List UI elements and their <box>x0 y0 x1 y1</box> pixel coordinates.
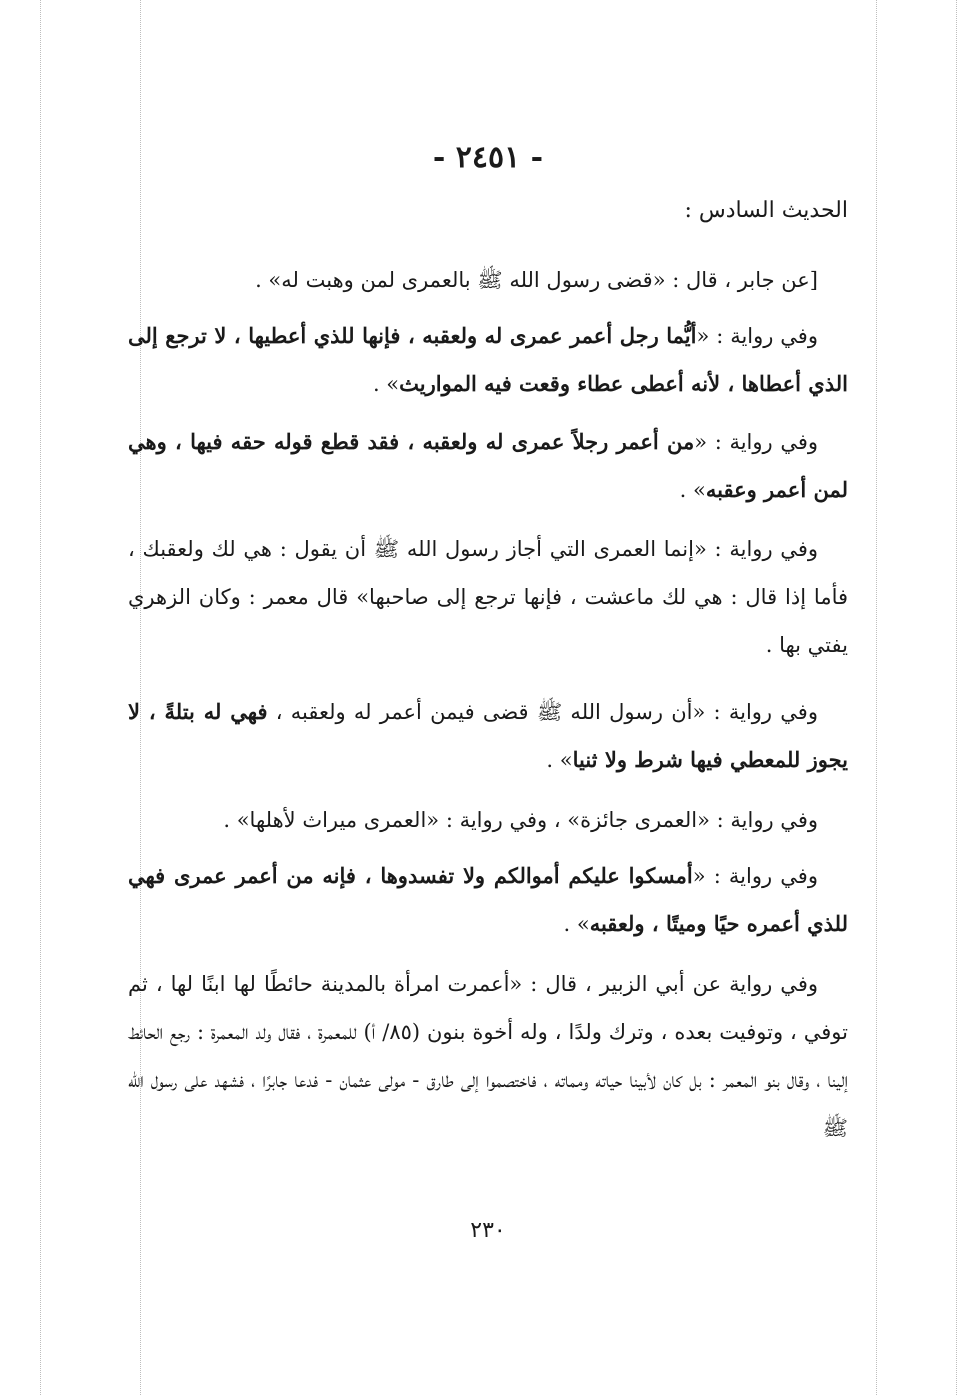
section-title: الحديث السادس : <box>684 198 848 223</box>
document-page <box>128 0 848 1395</box>
paragraph-text: وفي رواية عن أبي الزبير ، قال : «أعمرت امرأة بالمدينة حائطًا لها ابنًا لها ، ثم توفي ، وتوفيت بعده ، وترك ولدًا ، وله أخوة بنون (٨٥/ أ) للمعمرة ، فقال ولد المعمرة : رجع الحائط إلينا ، وقال بنو المعمر : بل كان لأبينا حياته ومماته ، فاختصموا إلى طارق - مولى عثمان - فدعا جابرًا ، فشهد على رسول الله ﷺ <box>128 972 848 1140</box>
paragraph-6 <box>128 796 848 844</box>
paragraph-5 <box>128 688 848 784</box>
paragraph-text: وفي رواية : «العمرى جائزة» ، وفي رواية : «العمرى ميراث لأهلها» . <box>223 808 818 832</box>
paragraph-4 <box>128 525 848 669</box>
paragraph-3 <box>128 418 848 514</box>
paragraph-bold-text: من أعمر رجلاً عمرى له ولعقبه ، فقد قطع قوله حقه فيها ، وهي لمن أعمر وعقبه <box>128 429 848 502</box>
paragraph-text: وفي رواية : « <box>696 324 818 348</box>
paragraph-bold-text: فهي له بتلةً ، لا يجوز للمعطي فيها شرط ولا ثنيا <box>128 699 848 772</box>
page-number: ٢٣٠ <box>470 1218 506 1243</box>
paragraph-1 <box>128 256 848 304</box>
paragraph-text: وفي رواية : « <box>692 864 818 888</box>
paragraph-tail: » . <box>372 372 400 396</box>
paragraph-text: وفي رواية : « <box>694 430 818 454</box>
scan-guide-line <box>876 0 877 1395</box>
scan-guide-line <box>40 0 41 1395</box>
paragraph-text: [عن جابر ، قال : «قضى رسول الله ﷺ بالعمرى لمن وهبت له» . <box>255 268 818 292</box>
paragraph-bold-text: أمسكوا عليكم أموالكم ولا تفسدوها ، فإنه من أعمر عمرى فهي للذي أعمره حيًا وميتًا ، ولعقبه <box>128 863 848 936</box>
paragraph-tail: » . <box>679 478 706 502</box>
paragraph-tail: » . <box>546 748 573 772</box>
scan-guide-line <box>956 0 957 1395</box>
paragraph-text: وفي رواية : «إنما العمرى التي أجاز رسول الله ﷺ أن يقول : هي لك ولعقبك ، فأما إذا قال : هي لك ماعشت ، فإنها ترجع إلى صاحبها» قال معمر : وكان الزهري يفتي بها . <box>128 537 848 657</box>
hadith-number: - ٢٤٥١ - <box>432 140 544 175</box>
paragraph-bold-text: أيُّما رجل أعمر عمرى له ولعقبه ، فإنها للذي أعطيها ، لا ترجع إلى الذي أعطاها ، لأنه أعطى عطاء وقعت فيه المواريث <box>128 323 848 396</box>
paragraph-7 <box>128 852 848 948</box>
paragraph-8 <box>128 960 848 1152</box>
paragraph-text: وفي رواية : «أن رسول الله ﷺ قضى فيمن أعمر له ولعقبه ، <box>267 700 818 724</box>
paragraph-tail: » . <box>563 912 590 936</box>
paragraph-2 <box>128 312 848 408</box>
